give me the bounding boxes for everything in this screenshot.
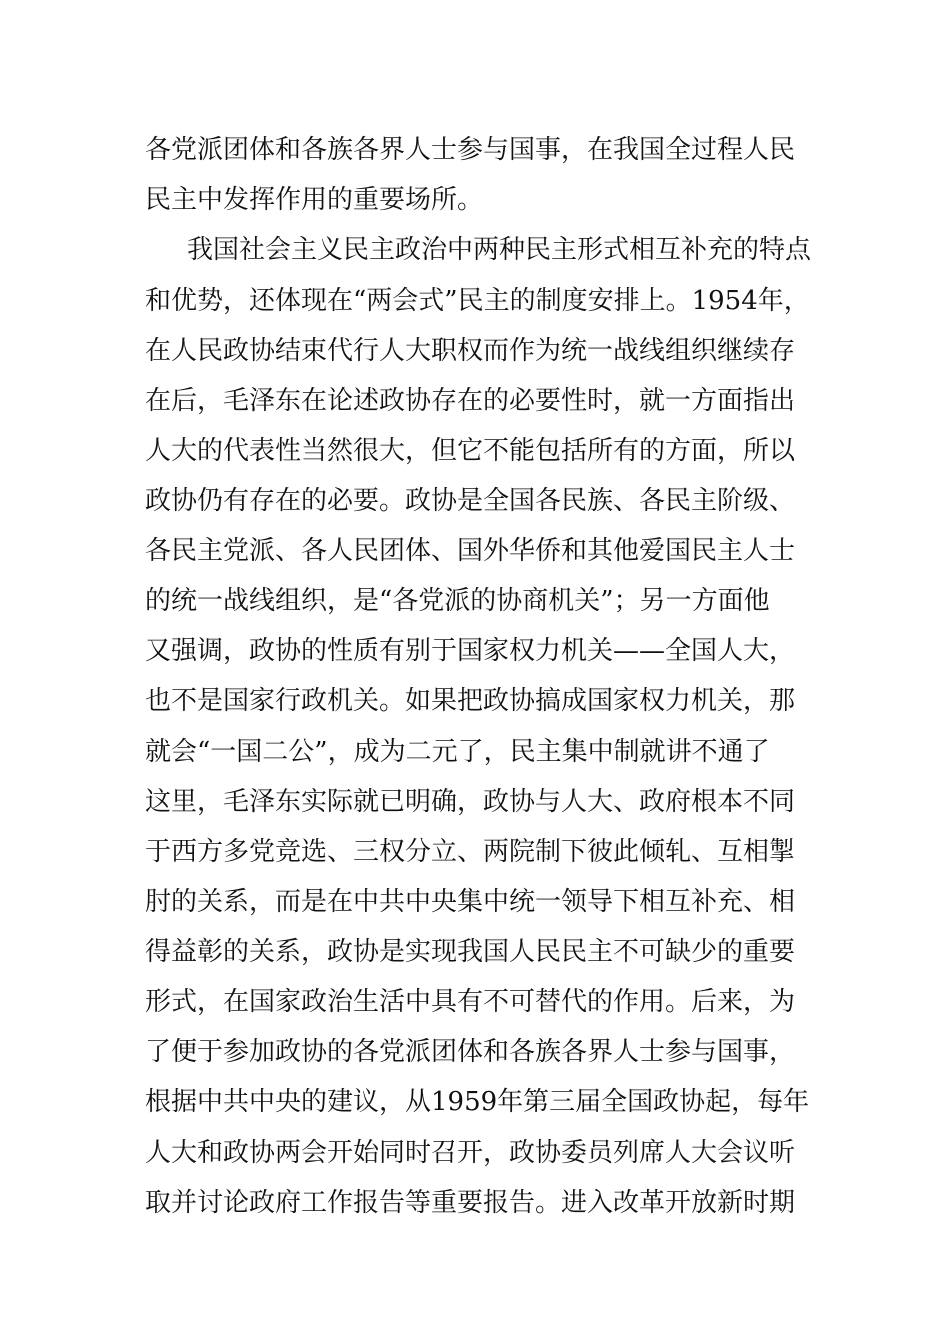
text-line: 这里，毛泽东实际就已明确，政协与人大、政府根本不同 xyxy=(145,787,796,817)
text-line: 也不是国家行政机关。如果把政协搞成国家权力机关，那 xyxy=(145,686,796,716)
text-line: 人大的代表性当然很大，但它不能包括所有的方面，所以 xyxy=(145,436,796,466)
text-line: 取并讨论政府工作报告等重要报告。进入改革开放新时期 xyxy=(145,1188,796,1218)
text-line: 又强调，政协的性质有别于国家权力机关——全国人大， xyxy=(145,636,796,666)
text-line: 根据中共中央的建议，从1959年第三届全国政协起，每年 xyxy=(145,1087,810,1117)
text-line: 民主中发挥作用的重要场所。 xyxy=(145,185,484,215)
text-line: 各民主党派、各人民团体、国外华侨和其他爱国民主人士 xyxy=(145,536,796,566)
text-line: 人大和政协两会开始同时召开，政协委员列席人大会议听 xyxy=(145,1138,796,1168)
text-line: 政协仍有存在的必要。政协是全国各民族、各民主阶级、 xyxy=(145,486,796,516)
text-line: 就会“一国二公”，成为二元了，民主集中制就讲不通了 xyxy=(145,737,770,767)
text-line: 的统一战线组织，是“各党派的协商机关”；另一方面他 xyxy=(145,586,770,616)
text-line: 肘的关系，而是在中共中央集中统一领导下相互补充、相 xyxy=(145,887,796,917)
text-line: 于西方多党竞选、三权分立、两院制下彼此倾轧、互相掣 xyxy=(145,837,796,867)
text-line: 在人民政协结束代行人大职权而作为统一战线组织继续存 xyxy=(145,336,796,366)
text-line: 了便于参加政协的各党派团体和各族各界人士参与国事， xyxy=(145,1037,796,1067)
text-line: 形式，在国家政治生活中具有不可替代的作用。后来，为 xyxy=(145,987,796,1017)
text-line: 在后，毛泽东在论述政协存在的必要性时，就一方面指出 xyxy=(145,386,796,416)
text-line: 和优势，还体现在“两会式”民主的制度安排上。1954年， xyxy=(145,286,810,316)
text-line: 各党派团体和各族各界人士参与国事，在我国全过程人民 xyxy=(145,135,796,165)
paragraph-start-line: 我国社会主义民主政治中两种民主形式相互补充的特点 xyxy=(187,235,812,265)
text-line: 得益彰的关系，政协是实现我国人民民主不可缺少的重要 xyxy=(145,937,796,967)
